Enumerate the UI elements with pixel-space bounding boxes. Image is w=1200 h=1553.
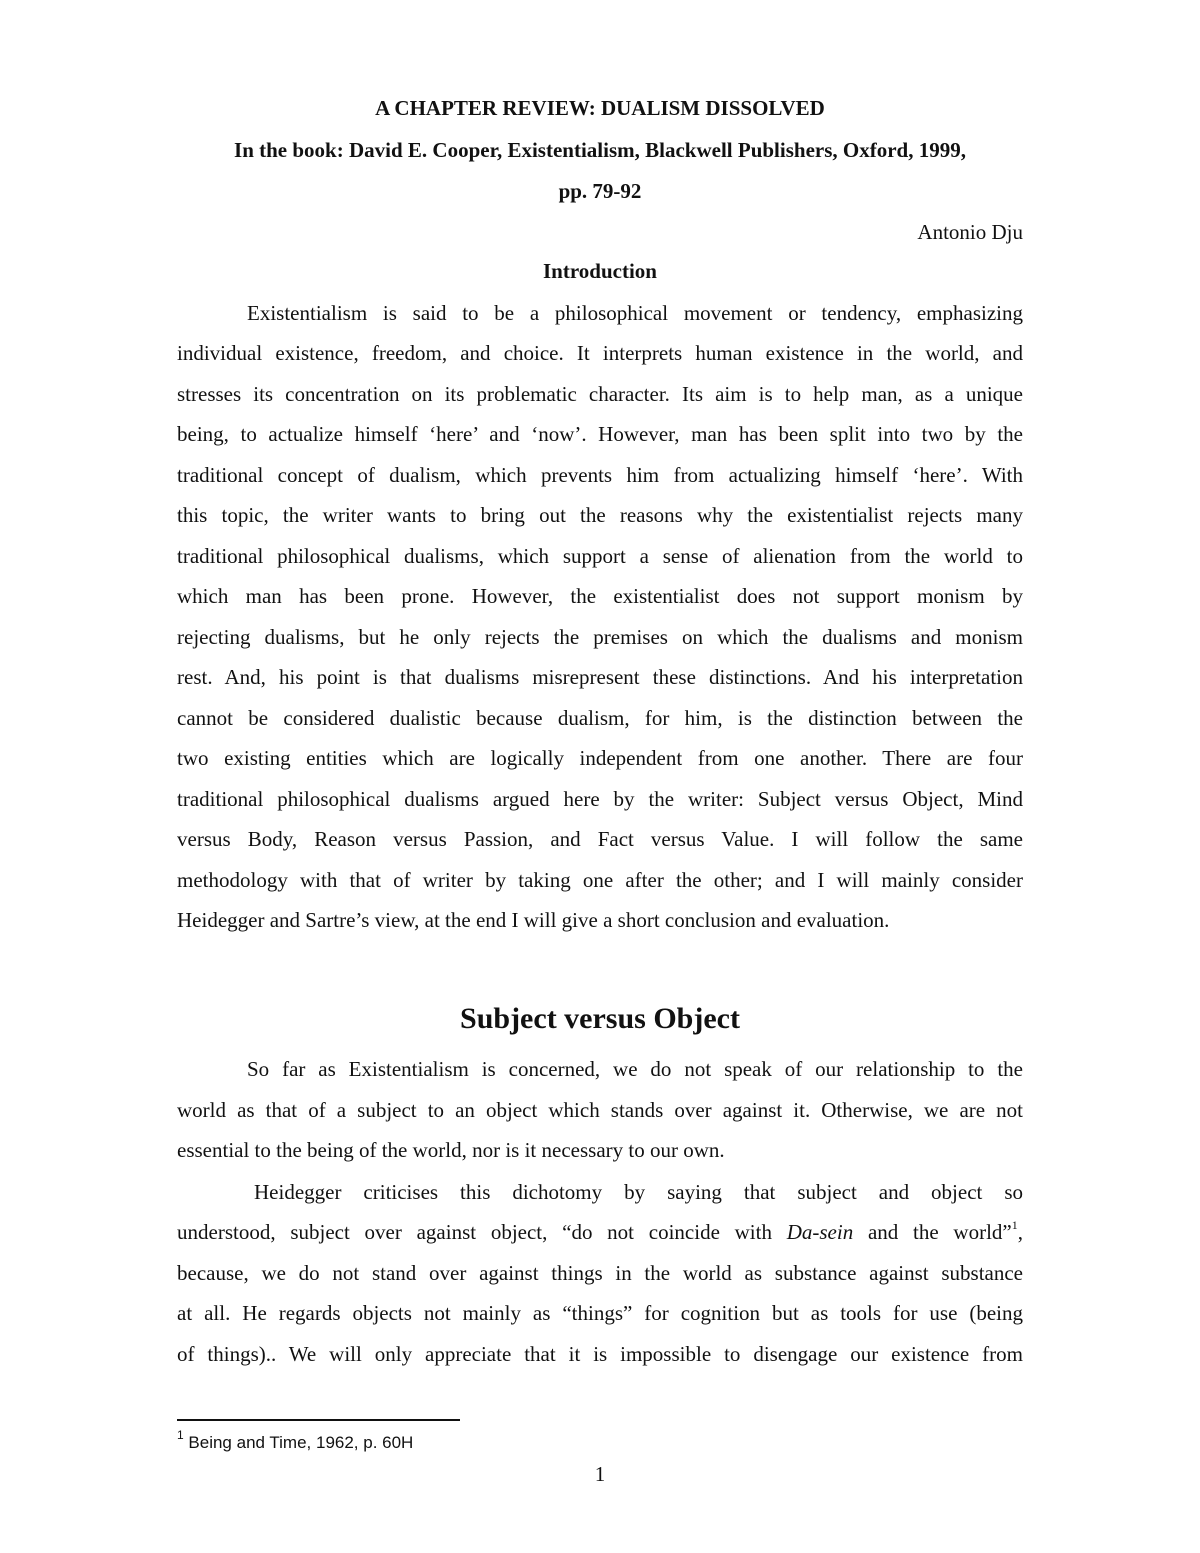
intro-line: Heidegger and Sartre’s view, at the end I will give a short conclusion and evaluation.: [177, 908, 890, 932]
section-paragraph-line: at all. He regards objects not mainly as “things” for cognition but as tools for use (being: [177, 1301, 1023, 1325]
book-citation-line-1: In the book: David E. Cooper, Existentialism, Blackwell Publishers, Oxford, 1999,: [234, 138, 966, 162]
intro-line: two existing entities which are logically independent from one another. There are four: [177, 746, 1023, 770]
italic-term: Da-sein: [786, 1220, 854, 1244]
intro-line: traditional philosophical dualisms, which support a sense of alienation from the world to: [177, 544, 1023, 568]
intro-line: which man has been prone. However, the existentialist does not support monism by: [177, 584, 1023, 608]
intro-line: this topic, the writer wants to bring out the reasons why the existentialist rejects many: [177, 503, 1023, 527]
section-paragraph-line-with-reference: [177, 1220, 1023, 1244]
footnote: [177, 1428, 414, 1453]
text-segment: understood, subject over against object, “do not coincide with: [177, 1220, 787, 1244]
intro-line: traditional concept of dualism, which prevents him from actualizing himself ‘here’. With: [177, 463, 1023, 487]
intro-line: versus Body, Reason versus Passion, and Fact versus Value. I will follow the same: [177, 827, 1023, 851]
book-citation-line-2: pp. 79-92: [558, 179, 642, 203]
text-segment: ,: [1017, 1220, 1023, 1244]
section-paragraph-line: essential to the being of the world, nor is it necessary to our own.: [177, 1138, 725, 1162]
intro-line: rest. And, his point is that dualisms misrepresent these distinctions. And his interpretation: [177, 665, 1023, 689]
footnote-reference[interactable]: 1: [1011, 1218, 1018, 1232]
section-paragraph-line: of things).. We will only appreciate that it is impossible to disengage our existence from: [177, 1342, 1023, 1366]
footnote-divider: [177, 1419, 460, 1421]
footnote-text: Being and Time, 1962, p. 60H: [183, 1433, 414, 1452]
intro-line: traditional philosophical dualisms argued here by the writer: Subject versus Object, Mind: [177, 787, 1023, 811]
section-paragraph-line: because, we do not stand over against things in the world as substance against substance: [177, 1261, 1023, 1285]
footnote-marker: 1: [177, 1428, 184, 1443]
intro-line: cannot be considered dualistic because dualism, for him, is the distinction between the: [177, 706, 1023, 730]
intro-line: rejecting dualisms, but he only rejects the premises on which the dualisms and monism: [177, 625, 1023, 649]
section-heading: Subject versus Object: [460, 1002, 740, 1035]
section-paragraph-line: So far as Existentialism is concerned, we do not speak of our relationship to the: [247, 1057, 1023, 1081]
intro-line: stresses its concentration on its problematic character. Its aim is to help man, as a unique: [177, 382, 1023, 406]
section-paragraph-line: world as that of a subject to an object which stands over against it. Otherwise, we are not: [177, 1098, 1023, 1122]
text-segment: and the world”: [853, 1220, 1012, 1244]
intro-line: individual existence, freedom, and choice. It interprets human existence in the world, and: [177, 341, 1023, 365]
intro-line: Existentialism is said to be a philosophical movement or tendency, emphasizing: [247, 301, 1023, 325]
page-number: 1: [594, 1462, 606, 1486]
section-paragraph-line: Heidegger criticises this dichotomy by saying that subject and object so: [254, 1180, 1023, 1204]
intro-line: methodology with that of writer by taking one after the other; and I will mainly consider: [177, 868, 1023, 892]
introduction-heading: Introduction: [543, 259, 657, 283]
intro-line: being, to actualize himself ‘here’ and ‘now’. However, man has been split into two by the: [177, 422, 1023, 446]
document-title: A CHAPTER REVIEW: DUALISM DISSOLVED: [375, 96, 825, 120]
author-name: Antonio Dju: [917, 220, 1023, 244]
